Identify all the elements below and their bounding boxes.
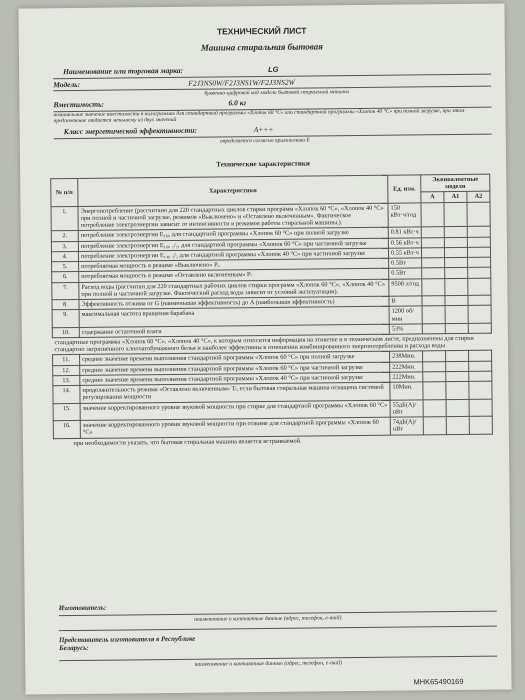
row-eq-a1 — [445, 268, 468, 278]
section-title: Технические характеристики — [216, 159, 310, 169]
row-eq-a2 — [469, 416, 492, 434]
specs-table — [50, 174, 493, 448]
row-characteristic: потребление электроэнергии E₁₆₀ ₁/₂, для стандартной программы «Хлопок 60 °С» при частичной загрузке — [78, 238, 388, 251]
row-eq-a — [423, 382, 446, 400]
row-eq-a2 — [469, 371, 492, 381]
row-unit-value: 222Мин. — [390, 362, 423, 373]
row-characteristic: Эффективность отжима от G (наименьшая эффективность) до A (наибольшая эффективность) — [79, 296, 389, 309]
rep-note: наименование и контактные данные (адрес, телефон, e-mail) — [194, 660, 342, 668]
eq-col-a2: A2 — [467, 192, 490, 202]
row-eq-a — [422, 278, 445, 296]
row-number: 10. — [52, 327, 79, 338]
row-eq-a2 — [468, 305, 491, 323]
row-eq-a1 — [445, 278, 468, 296]
row-unit-value: 0.55 кВт·ч — [388, 248, 421, 259]
capacity-value: 6.0 кг — [228, 98, 247, 108]
row-characteristic: потребление электроэнергии E₁₄₀ ₁/₂ для стандартной программы «Хлопок 40 °С» при частичной загрузке — [78, 248, 388, 261]
row-characteristic: значение корректированного уровня звуковой мощности при стирке для стандартной программы «Хлопок 60 °С» — [80, 400, 390, 421]
row-eq-a2 — [467, 227, 490, 237]
maker-note: наименование и контактные данные (адрес, телефон, e-mail) — [194, 615, 342, 623]
row-characteristic: содержание остаточной влаги — [79, 324, 389, 337]
row-number: 5. — [52, 262, 79, 273]
class-value: A+++ — [253, 124, 274, 135]
model-value: F2J3NS0W/F2J3NS1W/F2J3NS2W — [188, 77, 295, 88]
model-label: Модель: — [53, 79, 81, 90]
document-code: MHK65490169 — [413, 676, 464, 687]
row-eq-a — [423, 361, 446, 371]
row-eq-a — [422, 296, 445, 306]
document-page — [18, 3, 511, 694]
row-eq-a2 — [468, 257, 491, 267]
row-eq-a1 — [444, 202, 467, 227]
trade-name-value: LG — [268, 64, 279, 74]
col-eq-header: Эквивалентные модели — [421, 174, 490, 192]
row-eq-a — [421, 247, 444, 257]
row-unit-value: 222Мин. — [390, 372, 423, 383]
row-eq-a1 — [446, 382, 469, 400]
maker-label: Изготовитель: — [58, 603, 107, 613]
col-unit-header: Ед. изм. — [388, 175, 421, 203]
row-eq-a2 — [468, 278, 491, 296]
document-title: ТЕХНИЧЕСКИЙ ЛИСТ — [216, 25, 307, 37]
row-number: 16. — [53, 421, 80, 439]
row-number: 7. — [52, 282, 79, 300]
row-number: 2. — [51, 231, 78, 242]
row-eq-a — [423, 351, 446, 361]
row-characteristic: среднее значение времени выполнения стандартной программы «Хлопок 40 °С» при частичной загрузке — [80, 372, 390, 385]
row-eq-a2 — [469, 361, 492, 371]
row-eq-a — [421, 237, 444, 247]
row-characteristic: среднее значение времени выполнения стандартной программы «Хлопок 60 °С» при полной загрузке — [80, 352, 390, 365]
eq-col-a1: A1 — [444, 192, 467, 202]
row-characteristic: потребляемая мощность в режиме «Выключено» Pₒ — [79, 258, 389, 271]
row-unit-value: 9500 л/год — [389, 278, 422, 296]
row-unit-value: 74дБ(A)/пВт — [390, 417, 423, 435]
table-note-2: при необходимости указать, что бытовая стиральная машина является встраиваемой. — [73, 437, 302, 447]
row-number: 12. — [53, 365, 80, 376]
row-eq-a1 — [444, 227, 467, 237]
row-eq-a2 — [469, 399, 492, 417]
row-unit-value: 1200 об/мин — [389, 306, 422, 324]
col-num-header: № п/п — [51, 178, 78, 206]
row-characteristic: потребление электроэнергии E₁₆₀ для стандартной программы «Хлопок 60 °С» при полной загрузке — [78, 228, 388, 241]
row-characteristic: Энергопотребление (рассчитано для 220 стандартных циклов стирки программ «Хлопок 60 °С», «Хлопок 40 °С» при полной и частичной загрузке, режимов «Выключено» и «Оставлено включенным». Фактическое потребление электроэнергии зависит от интенсивности и режимов работы стиральной машины.). — [78, 203, 388, 231]
row-eq-a1 — [446, 416, 469, 434]
row-eq-a2 — [469, 351, 492, 361]
divider — [59, 626, 497, 632]
row-unit-value: 0.5Вт — [389, 268, 422, 279]
row-number: 15. — [53, 403, 80, 421]
rep-label: Представитель изготовителя в Республике Беларусь: — [58, 634, 196, 653]
row-unit-value: 0.5Вт — [389, 258, 422, 269]
row-eq-a2 — [468, 323, 491, 333]
row-eq-a1 — [445, 295, 468, 305]
row-number: 13. — [53, 375, 80, 386]
row-number: 3. — [51, 241, 78, 252]
row-characteristic: Расход воды (рассчитан для 220 стандартных рабочих циклов стирки программ «Хлопок 60 °С», «Хлопок 40 °С» при полной и частичной загрузке. Фактический расход воды зависит от условий эксплуатации). — [79, 279, 389, 300]
class-note: определяется согласно приложению Е — [219, 137, 310, 145]
row-characteristic: максимальная частота вращения барабана — [79, 306, 389, 327]
row-unit-value: 238Мин. — [390, 351, 423, 362]
row-eq-a — [423, 399, 446, 417]
row-unit-value: 53% — [389, 324, 422, 335]
row-number: 1. — [51, 206, 78, 231]
capacity-label: Вместимость: — [53, 99, 105, 110]
row-eq-a2 — [469, 381, 492, 399]
row-eq-a1 — [446, 361, 469, 371]
row-number: 6. — [52, 272, 79, 283]
row-eq-a1 — [445, 306, 468, 324]
trade-name-label: Наименование или торговая марка: — [63, 65, 183, 77]
capacity-note: номинальное значение вместимости в килограммах для стандартной программы «Хлопок 60 °С» или стандартной программы «Хлопок 40 °С» при полной загрузке, при этом предпочтение отдается меньшему из двух значений — [53, 107, 465, 125]
row-eq-a2 — [468, 295, 491, 305]
row-eq-a1 — [445, 323, 468, 333]
row-unit-value: 0.81 кВт·ч — [388, 227, 421, 238]
row-eq-a1 — [446, 351, 469, 361]
row-eq-a2 — [468, 267, 491, 277]
row-unit-value: B — [389, 296, 422, 307]
row-number: 9. — [52, 310, 79, 328]
row-unit-value: 55дБ(A)/пВт — [390, 399, 423, 417]
row-eq-a1 — [445, 257, 468, 267]
class-label: Класс энергетической эффективности: — [63, 125, 198, 137]
row-unit-value: 150 кВт·ч/год — [388, 203, 421, 228]
row-eq-a — [423, 372, 446, 382]
row-eq-a — [423, 417, 446, 435]
row-number: 14. — [53, 386, 80, 404]
row-eq-a — [421, 227, 444, 237]
row-characteristic: потребляемая мощность в режиме «Оставлено включенным» Pₗ — [79, 269, 389, 282]
row-characteristic: продолжительность режима «Оставлено включенным» Tₗ, если бытовая стиральная машина оснащена системой регулирования мощности — [80, 382, 390, 403]
row-eq-a — [422, 306, 445, 324]
eq-col-a: A — [421, 192, 444, 202]
row-eq-a — [422, 258, 445, 268]
row-eq-a — [422, 323, 445, 333]
row-eq-a2 — [467, 247, 490, 257]
row-eq-a — [421, 202, 444, 227]
row-eq-a — [422, 268, 445, 278]
row-eq-a1 — [446, 371, 469, 381]
row-number: 11. — [53, 355, 80, 366]
col-char-header: Характеристики — [78, 175, 388, 206]
row-unit-value: 10Мин. — [390, 382, 423, 400]
row-unit-value: 0.56 кВт·ч — [388, 237, 421, 248]
row-eq-a2 — [467, 237, 490, 247]
row-eq-a1 — [444, 247, 467, 257]
model-note: буквенно-цифровой код модели бытовой стиральной машины — [204, 89, 350, 97]
row-eq-a2 — [467, 202, 490, 227]
table-note: стандартные программы «Хлопок 60 °С», «Хлопок 40 °С», к которым относится информация на этикетке и в техническом листе, предназначены для стирки стандартно загрязненного хлопчатобумажного белья и наиболее эффективны в отношении комбинированного энергопотребления и расхода воды — [54, 334, 474, 354]
row-eq-a1 — [446, 399, 469, 417]
row-characteristic: значение корректированного уровня звуковой мощности при отжиме для стандартной программы «Хлопок 60 °С» — [80, 417, 390, 438]
row-characteristic: среднее значение времени выполнения стандартной программы «Хлопок 60 °С» при частичной загрузке — [80, 362, 390, 375]
row-number: 8. — [52, 299, 79, 310]
row-eq-a1 — [444, 237, 467, 247]
document-subtitle: Машина стиральная бытовая — [200, 41, 323, 53]
row-number: 4. — [51, 251, 78, 262]
